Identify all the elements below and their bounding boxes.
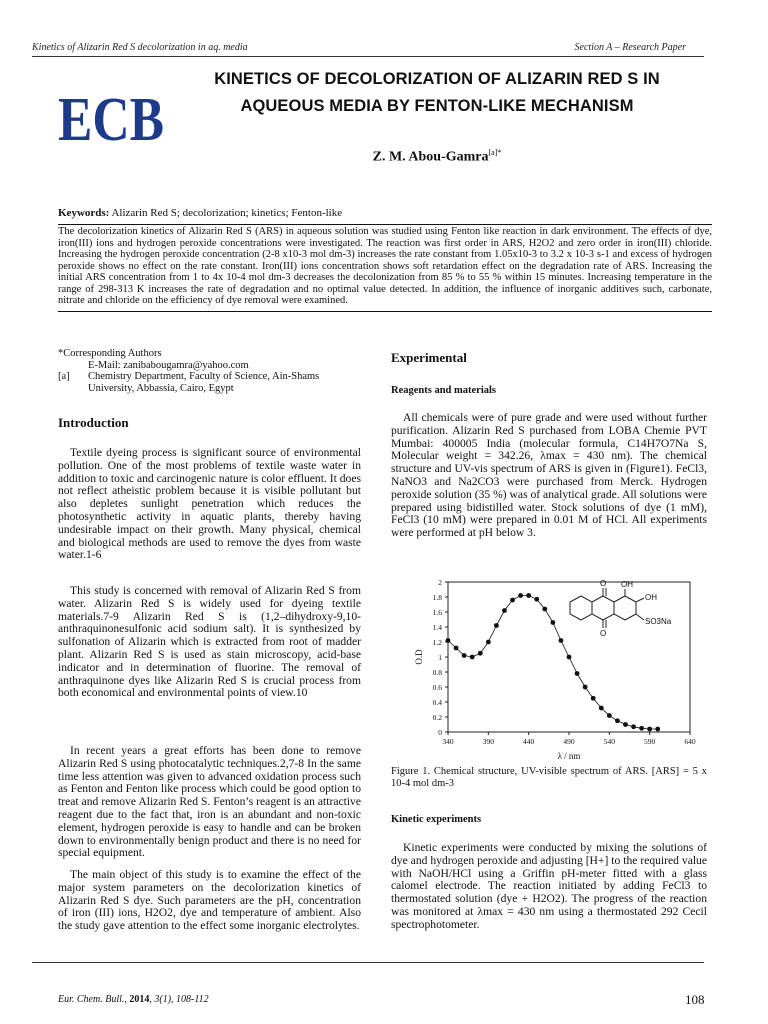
affiliation	[58, 371, 361, 394]
y-tick-label: 2	[438, 578, 442, 587]
author-name: Z. M. Abou-Gamra	[372, 149, 489, 165]
data-point	[639, 726, 644, 731]
intro-paragraph-3: In recent years a great efforts has been done to remove Alizarin Red S using photocatalytic techniques.2,7-8 In the same time less attention was given to advanced oxidation process such as Fenton and Fenton like process which could be good option to treat and remove Alizarin Red S. Fenton’s reagent is an attractive reagent due to the fact that, iron is an abundant and non-toxic element, hydrogen peroxide is easy to handle and can be broken down to environmentally benign product and there is no need for special equipment.	[58, 744, 361, 860]
data-point	[478, 651, 483, 656]
y-axis-label: O.D	[414, 649, 424, 665]
corresponding-title: *Corresponding Authors	[58, 348, 162, 359]
reagents-paragraph: All chemicals were of pure grade and were used without further purification. Alizarin Red S purchased from LOBA Chemie PVT Mumbai: 400005 India (molecular formula, C14H7O7Na S, Molecular weight = 342.26, λmax = 430 nm). The chemical structure and UV-vis spectrum of ARS is given in (Figure1). FeCl3, NaNO3 and Na2CO3 were purchased from Merck. Hydrogen peroxide solution (35 %) was of analytical grade. All solutions were prepared using bidistilled water. Stock solutions of dye (1 mM), FeCl3 (10 mM) were prepared in 0.01 M of HCl. All experiments were performed at pH below 3.	[391, 411, 707, 540]
journal-logo	[58, 86, 168, 154]
data-point	[647, 727, 652, 732]
citation-journal: Eur. Chem. Bull.,	[58, 994, 130, 1005]
introduction-heading: Introduction	[58, 415, 129, 430]
y-tick-label: 0.4	[432, 698, 442, 707]
data-point	[599, 706, 604, 711]
x-tick-label: 390	[482, 737, 494, 746]
structure-oh-1: OH	[621, 580, 633, 589]
data-point	[575, 671, 580, 676]
author-affiliation-mark: [a]*	[488, 148, 502, 157]
citation-year: 2014	[129, 994, 150, 1005]
x-tick-label: 490	[563, 737, 575, 746]
structure-o-top: O	[600, 579, 607, 588]
chart-axes	[414, 578, 696, 761]
data-point	[462, 653, 467, 658]
title-line-1: KINETICS OF DECOLORIZATION OF ALIZARIN RED S IN	[214, 70, 660, 88]
data-point	[631, 724, 636, 729]
x-tick-label: 440	[523, 737, 535, 746]
data-point	[623, 722, 628, 727]
data-point	[583, 685, 588, 690]
y-tick-label: 0.8	[432, 668, 442, 677]
intro-paragraph-4: The main object of this study is to examine the effect of the major system parameters on the decolorization kinetics of Alizarin Red S dye. Such parameters are the pH, concentration of iron (III) ions, H2O2, dye and temperature of ambient. Also the study gave attention to the effect some inorganic electrolytes.	[58, 868, 361, 933]
data-point	[567, 655, 572, 660]
alizarin-structure	[570, 588, 644, 628]
data-point	[534, 597, 539, 602]
data-point	[518, 593, 523, 598]
data-point	[550, 620, 555, 625]
experimental-heading: Experimental	[391, 350, 467, 365]
intro-paragraph-1: Textile dyeing process is significant source of environmental pollution. One of the most problems of textile waste water in addition to toxic and carcinogenic nature is color effluent. It does not reflect atheistic problem because it is visible pollutant but also depletes sunlight penetration which reduces the photosynthetic activity in aquatic plants, thereby having undesirable impact on their growth. Many physical, chemical and biological methods are used to remove the dyes from waste water.1-6	[58, 446, 361, 562]
keywords-text: Alizarin Red S; decolorization; kinetics; Fenton-like	[109, 207, 343, 219]
x-tick-label: 640	[684, 737, 696, 746]
y-tick-label: 1.8	[432, 593, 442, 602]
citation	[58, 994, 209, 1005]
data-point	[494, 623, 499, 628]
data-point	[454, 646, 459, 651]
author-line	[176, 148, 698, 166]
kinetic-paragraph: Kinetic experiments were conducted by mixing the solutions of dye and hydrogen peroxide and adjusting [H+] to the required value with NaOH/HCl using a Griffin pH-meter fitted with a glass calomel electrode. The reaction initiated by adding FeCl3 to thermostated solution (dye + H2O2). The progress of the reaction was monitored at λmax = 430 nm using a thermostated 292 Cecil spectrophotometer.	[391, 841, 707, 931]
svg-text:ECB: ECB	[58, 86, 164, 154]
data-point	[510, 598, 515, 603]
x-tick-label: 340	[442, 737, 454, 746]
abstract: The decolorization kinetics of Alizarin Red S (ARS) in aqueous solution was studied using Fenton like reaction in dark environment. The effects of dye, iron(III) ions and hydrogen peroxide concentrations were investigated. The reaction was first order in ARS, H2O2 and zero order in iron(III) chloride. Increasing the hydrogen peroxide concentration (2-8 x10-3 mol dm-3) increases the rate constant from 1.05x10-3 to 3.2 x 10-3 s-1 and excess of hydrogen peroxide shows no effect on the rate constant. Iron(III) ions concentration shows soft retardation effect on the degradation rate of ARS. Increasing the initial ARS concentration from 1 to 4x 10-4 mol dm-3 decreases the decolonization from 85 % to 55 % within 15 minutes. Increasing temperature in the range of 298-313 K increases the rate of degradation and no optimal value detected. In addition, the influence of inorganic additives such, carbonate, nitrate and chloride on the efficiency of dye removal were examined.	[58, 224, 712, 312]
title-line-2: AQUEOUS MEDIA BY FENTON-LIKE MECHANISM	[240, 97, 634, 115]
y-tick-label: 1.4	[432, 623, 442, 632]
corresponding-author-block	[58, 348, 361, 394]
data-point	[542, 607, 547, 612]
data-point	[526, 593, 531, 598]
citation-volume-pages: , 3(1), 108-112	[149, 994, 209, 1005]
kinetic-subheading: Kinetic experiments	[391, 814, 482, 825]
keywords-label: Keywords:	[58, 207, 110, 219]
structure-oh-2: OH	[645, 593, 657, 602]
figure-caption: Figure 1. Chemical structure, UV-visible spectrum of ARS. [ARS] = 5 x 10-4 mol dm-3	[391, 766, 707, 789]
data-point	[486, 640, 491, 645]
keywords	[58, 207, 342, 219]
footer-rule	[32, 962, 704, 963]
data-point	[446, 638, 451, 643]
chart-series	[446, 593, 661, 731]
y-tick-label: 0	[438, 728, 442, 737]
data-point	[655, 727, 660, 732]
structure-o-bottom: O	[600, 629, 607, 638]
y-tick-label: 0.2	[432, 713, 442, 722]
running-title: Kinetics of Alizarin Red S decolorization in aq. media	[32, 42, 248, 53]
y-tick-label: 1.6	[432, 608, 442, 617]
x-tick-label: 540	[603, 737, 615, 746]
page-number: 108	[685, 992, 705, 1007]
affiliation-label: [a]	[58, 371, 70, 382]
y-tick-label: 1.2	[432, 638, 442, 647]
x-axis-label: λ / nm	[557, 751, 581, 761]
data-point	[591, 696, 596, 701]
header-rule	[32, 56, 704, 57]
structure-so3na: SO3Na	[645, 617, 672, 626]
data-point	[607, 713, 612, 718]
article-title	[176, 66, 698, 120]
intro-paragraph-2: This study is concerned with removal of Alizarin Red S from water. Alizarin Red S is widely used for dyeing textile materials.7-9 Alizarin Red S is (1,2–dihydroxy-9,10-anthraquinonesulfonic acid sodium salt). It is synthesized by sulfonation of Alizarin which is extracted from root of madder plant. Alizarin Red S is used as stain microscopy, acid-base indicator and in determination of fluorine. The removal of anthraquinone dyes like Alizarin Red S is crucial process from both economical and environmental points of view.10	[58, 584, 361, 700]
y-tick-label: 1	[438, 653, 442, 662]
data-point	[502, 608, 507, 613]
data-point	[615, 718, 620, 723]
affiliation-line-2: University, Abbassia, Cairo, Egypt	[88, 382, 234, 394]
affiliation-line-1: Chemistry Department, Faculty of Science, Ain-Shams	[88, 371, 320, 382]
section-label: Section A – Research Paper	[574, 42, 686, 53]
corresponding-email: E-Mail: zanibabougamra@yahoo.com	[88, 359, 249, 371]
data-point	[559, 638, 564, 643]
reagents-subheading: Reagents and materials	[391, 385, 496, 396]
y-tick-label: 0.6	[432, 683, 442, 692]
series-line	[448, 596, 658, 730]
x-tick-label: 590	[644, 737, 656, 746]
data-point	[470, 655, 475, 660]
uv-vis-spectrum-chart	[410, 576, 702, 764]
